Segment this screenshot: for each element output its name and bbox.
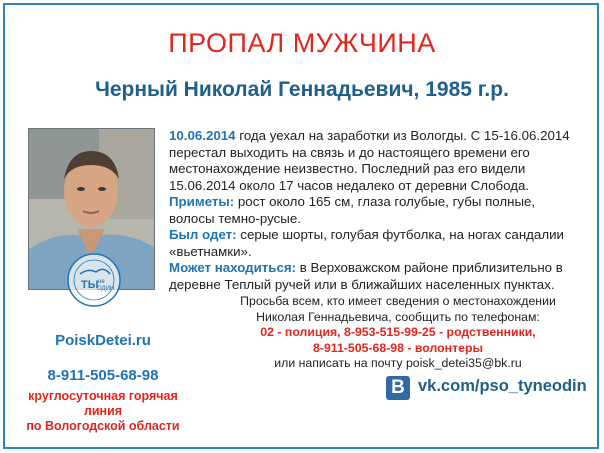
signs-paragraph [169, 194, 579, 227]
missing-date: 10.06.2014 [169, 128, 236, 143]
request-phones-line: 02 - полиция, 8-953-515-99-25 - родственники, [260, 325, 536, 339]
clothes-text: серые шорты, голубая футболка, на ногах сандалии «вьетнамки». [169, 227, 564, 259]
ty-ne-odin-logo [66, 252, 122, 308]
description-block [169, 128, 579, 293]
location-paragraph [169, 260, 579, 293]
clothes-paragraph [169, 227, 579, 260]
location-label: Может находиться: [169, 260, 297, 275]
missing-person-name: Черный Николай Геннадьевич, 1985 г.р. [95, 78, 509, 101]
vk-icon[interactable]: В [386, 376, 410, 400]
site-link[interactable]: PoiskDetei.ru [55, 332, 151, 349]
story-paragraph [169, 128, 579, 194]
hotline-line-2: по Вологодской области [26, 419, 180, 433]
svg-text:ТЫ: ТЫ [81, 279, 99, 291]
vk-link[interactable]: vk.com/pso_tyneodin [418, 377, 587, 395]
hotline-caption [14, 389, 192, 434]
request-line-1: Просьба всем, кто имеет сведения о местонахождении [240, 294, 556, 308]
request-volunteers-line: 8-911-505-68-98 - волонтеры [313, 340, 483, 355]
clothes-label: Был одет: [169, 227, 237, 242]
signs-text: рост около 165 см, глаза голубые, губы полные, волосы темно-русые. [169, 194, 536, 226]
hotline-line-1: круглосуточная горячая линия [28, 389, 178, 418]
svg-text:ОДИН: ОДИН [97, 286, 115, 292]
signs-label: Приметы: [169, 194, 235, 209]
contact-request [213, 294, 583, 372]
poster-title: ПРОПАЛ МУЖЧИНА [168, 28, 436, 58]
svg-text:не: не [98, 279, 105, 285]
request-email-line: или написать на почту poisk_detei35@bk.ru [274, 356, 522, 370]
request-line-2: Николая Геннадьевича, сообщить по телефонам: [256, 309, 540, 324]
location-text: в Верховажском районе приблизительно в деревне Теплый ручей или в ближайших населенных пунктах. [169, 260, 563, 292]
hotline-phone: 8-911-505-68-98 [47, 367, 159, 384]
story-text: года уехал на заработки из Вологды. С 15-16.06.2014 перестал выходить на связь и до настоящего времени его местонахождение неизвестно. Последний раз его видели 15.06.2014 около 17 часов недалеко от деревни Слобода. [169, 128, 570, 193]
